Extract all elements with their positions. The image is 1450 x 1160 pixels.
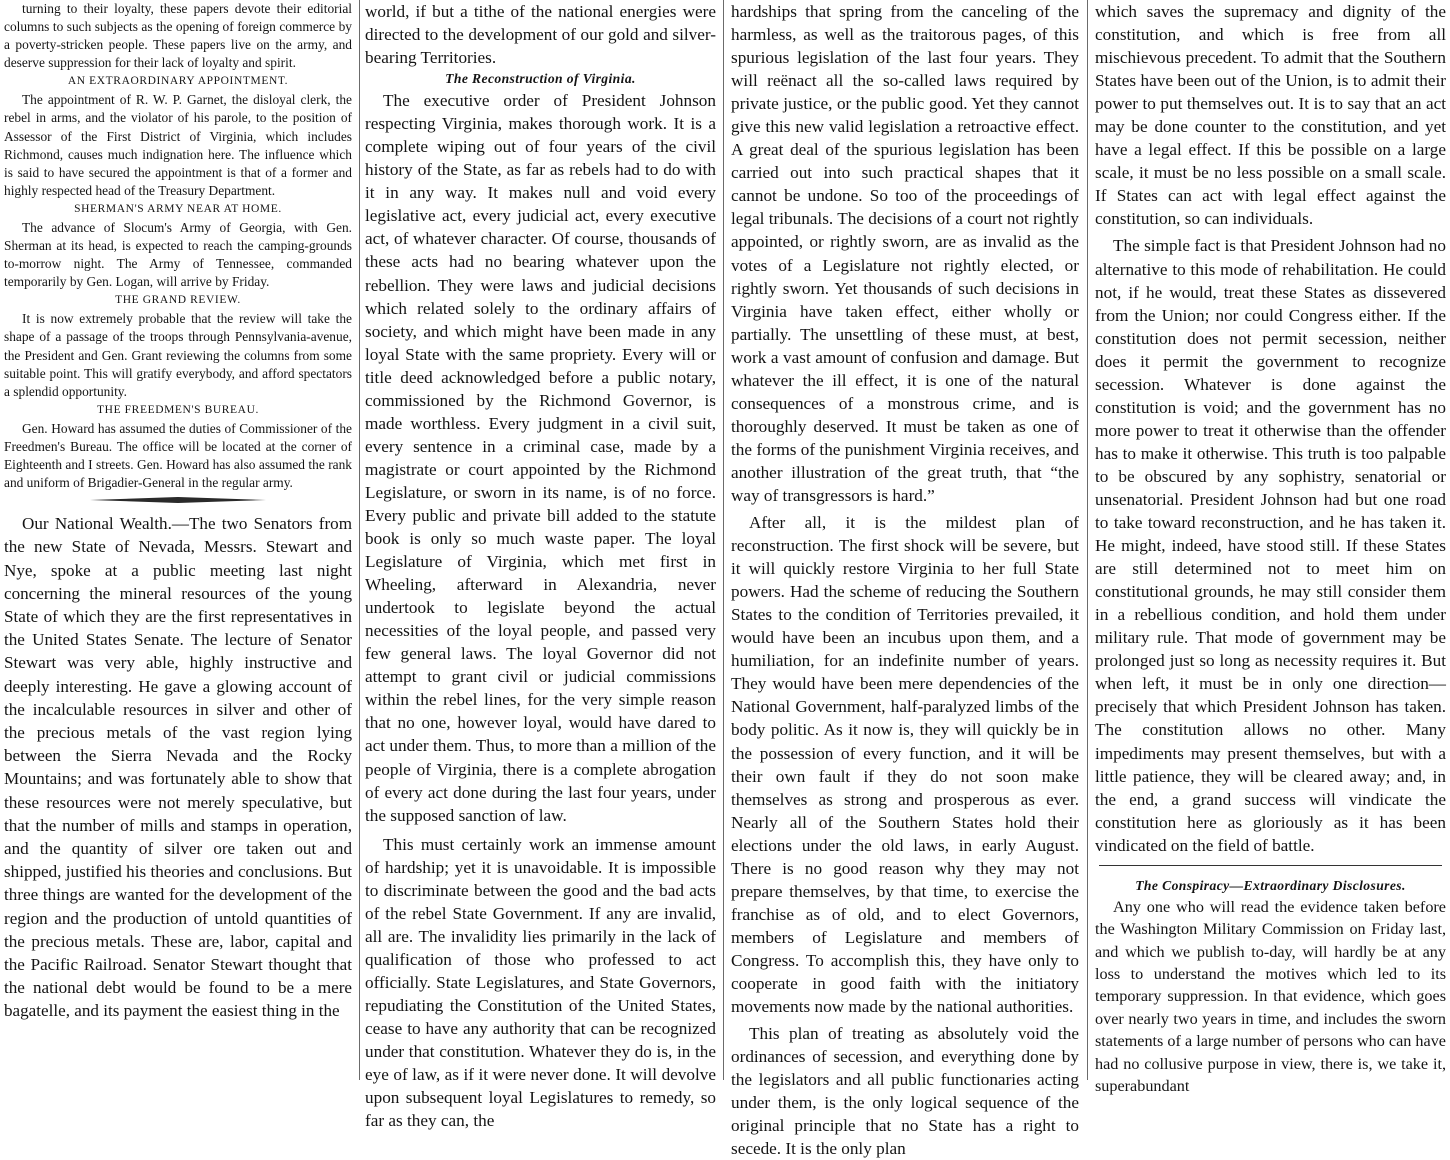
subhead-freedmens-bureau: THE FREEDMEN'S BUREAU. [97,403,259,416]
continued-paragraph: world, if but a tithe of the national energies were directed to the development of our gold and silver-bearing Territories. [365,2,716,68]
column-rule [359,0,360,1080]
column-4 [1093,0,1448,1095]
reconstruction-paragraph-4: After all, it is the mildest plan of reconstruction. The first shock will be severe, but it will quickly restore Virginia to her full State powers. Had the scheme of reducing the Southern States to the condition of Territories prevailed, it would have been an incubus upon them, and a humiliation, for an indefinite number of years. They would have been mere dependencies of the National Government, half-paralyzed limbs of the body politic. As it now is, they will quickly be in the possession of every function, and it will be their own fault if they do not soon make themselves as strong and prosperous as ever. Nearly all of the Southern States hold their elections under the old laws, in early August. There is no good reason why they may not prepare themselves, by that time, to exercise the franchise as of old, and to elect Governors, members of Legislature and members of Congress. To accomplish this, they have only to cooperate in good faith with the initiatory movements now made by the national authorities. [731,513,1079,1017]
freedmens-bureau-paragraph: Gen. Howard has assumed the duties of Commissioner of the Freedmen's Bureau. The office will be located at the corner of Eighteenth and I streets. Gen. Howard has also assumed the rank and uniform of Brigadier-General in the regular army. [4,420,352,491]
conspiracy-paragraph: Any one who will read the evidence taken before the Washington Military Commission on Friday last, and which we publish to-day, will hardly be at any loss to understand the motives which led to its temporary suppression. In that evidence, which goes over nearly two years in time, and includes the sworn statements of a large number of persons who can have had no collusive purpose in view, there is, we take it, superabundant [1095,897,1446,1095]
intro-paragraph: turning to their loyalty, these papers devote their editorial columns to such subjects as the opening of foreign commerce by a poverty-stricken people. These papers live on the army, and deserve suppression for their lack of loyalty and spirit. [4,1,352,71]
ornamental-divider [90,496,266,504]
article-divider [1099,865,1442,866]
subhead-extraordinary-appointment: AN EXTRAORDINARY APPOINTMENT. [67,75,289,88]
article-title-reconstruction: The Reconstruction of Virginia. [445,71,636,87]
column-rule [1087,0,1088,1080]
subhead-shermans-army: SHERMAN'S ARMY NEAR AT HOME. [74,202,282,215]
article-title-conspiracy: The Conspiracy—Extraordinary Disclosures. [1135,877,1406,893]
reconstruction-paragraph-5: This plan of treating as absolutely void the ordinances of secession, and everything done by the legislators and all public functionaries acting under them, is the only logical sequence of the original principle that no State has a right to secede. It is the only plan [731,1024,1079,1159]
reconstruction-paragraph-1: The executive order of President Johnson respecting Virginia, makes thorough work. It is a complete wiping out of four years of the civil history of the State, as far as rebels had to do with it in any way. It makes null and void every legislative act, every judicial act, every executive act, of whatever character. Of course, thousands of these acts had no bearing whatever upon the rebellion. They were laws and judicial decisions which related solely to the ordinary affairs of society, and which might have been made in any loyal State with the same propriety. Every will or title deed acknowledged before a public notary, commissioned by the Richmond Governor, is made worthless. Every judgment in a civil suit, every sentence in a criminal case, made by a magistrate or court appointed by the Richmond Legislature, or sworn in its name, is of no force. Every public and private bill added to the statute book is only so much waste paper. The loyal Legislature of Virginia, which met first in Wheeling, afterward in Alexandria, never undertook to legislate beyond the actual necessities of the loyal people, and passed very few general laws. The loyal Governor did not attempt to grant civil or judicial commissions within the rebel lines, for the very simple reason that no one, however loyal, would have dared to act under them. Thus, to more than a million of the people of Virginia, there is a complete abrogation of every act done during the last four years, under the supposed sanction of law. [365,91,716,825]
reconstruction-paragraph-3: hardships that spring from the canceling of the harmless, as well as the traitorous pages, of this spurious legislation of the last four years. They will reënact all the so-called laws required by private justice, or the public good. Yet they cannot give this new valid legislation a retroactive effect. A great deal of the spurious legislation has been carried out into such practical shapes that it cannot be undone. So too of the proceedings of legal tribunals. The decisions of a court not rightly appointed, or rightly sworn, are as invalid as the votes of a Legislature not rightly elected, or rightly sworn. Yet thousands of such decisions in Virginia have taken effect, either wholly or partially. The unsettling of these must, at best, work a vast amount of confusion and damage. But whatever the ill effect, it is one of the natural consequences of a monstrous crime, and is thoroughly deserved. It must be taken as one of the forms of the punishment Virginia receives, and another illustration of the great truth, that “the way of transgressors is hard.” [731,2,1079,505]
column-rule [723,0,724,1080]
national-wealth-paragraph: Our National Wealth.—The two Senators from the new State of Nevada, Messrs. Stewart and Nye, spoke at a public meeting last night concerning the mineral resources of the young State of which they are the first representatives in the United States Senate. The lecture of Senator Stewart was very able, highly instructive and deeply interesting. He gave a glowing account of the incalculable resources in silver and other of the precious metals of the vast region lying between the Sierra Nevada and the Rocky Mountains; and was fortunately able to show that these resources were not merely speculative, but that the number of mills and stamps in operation, and the quantity of silver ore taken out and shipped, justified his theories and conclusions. But three things are wanted for the development of the region and the production of untold quantities of the precious metals. These are, labor, capital and the Pacific Railroad. Senator Stewart thought that the national debt would be found to be a mere bagatelle, and its payment the easiest thing in the [4,514,352,1021]
column-3 [729,0,1081,1159]
shermans-army-paragraph: The advance of Slocum's Army of Georgia, with Gen. Sherman at its head, is expected to reach the camping-grounds to-morrow night. The Army of Tennessee, commanded temporarily by Gen. Logan, will arrive by Friday. [4,219,352,290]
reconstruction-paragraph-7: The simple fact is that President Johnson had no alternative to this mode of rehabilitation. He could not, if he would, treat these States as dissevered from the Union; nor could Congress either. If the constitution does not permit secession, neither does it permit the government to recognize secession. Whatever is done against the constitution is void; and the government has no more power to treat it otherwise than the offender has to make it otherwise. This truth is too palpable to be obscured by any sophistry, senatorial or unsenatorial. President Johnson had but one road to take toward reconstruction, and he has taken it. He might, indeed, have stood still. If these States are still determined not to meet him on constitutional grounds, he may still consider them in a rebellious condition, and hold them under military rule. That mode of government may be prolonged just so long as necessity requires it. But when left, it must be in only one direction—precisely that which President Johnson has taken. The constitution allows no other. Many impediments may present themselves, but with a little patience, they will be cleared away; and, in the end, a grand success will vindicate the constitution here as gloriously as it has been vindicated on the field of battle. [1095,236,1446,855]
grand-review-paragraph: It is now extremely probable that the review will take the shape of a passage of the troops through Pennsylvania-avenue, the President and Gen. Grant reviewing the columns from some suitable point. This will gratify everybody, and afford spectators a splendid opportunity. [4,311,352,399]
reconstruction-paragraph-2: This must certainly work an immense amount of hardship; yet it is unavoidable. It is impossible to discriminate between the good and the bad acts of the rebel State Government. If any are invalid, all are. The invalidity lies primarily in the lack of qualification of those who professed to act officially. State Legislatures, and State Governors, repudiating the Constitution of the United States, cease to have any authority that can be recognized under that constitution. Whatever they do is, in the eye of law, as if it were never done. It will devolve upon subsequent loyal Legislatures to remedy, so far as they can, the [365,834,716,1131]
reconstruction-paragraph-6: which saves the supremacy and dignity of the constitution, and which is free from all mischievous precedent. To admit that the Southern States have been out of the Union, is to admit their power to put themselves out. It is to say that an act may be done counter to the constitution, and yet have a legal effect. If this be possible on a large scale, it must be no less possible on a small scale. If States can act with legal effect against the constitution, so can individuals. [1095,2,1446,229]
subhead-grand-review: THE GRAND REVIEW. [115,294,241,307]
column-1 [4,0,356,1080]
column-2 [363,0,718,1131]
appointment-paragraph: The appointment of R. W. P. Garnet, the disloyal clerk, the rebel in arms, and the violator of his parole, to the position of Assessor of the First District of Virginia, which includes Richmond, causes much indignation here. The influence which is said to have secured the appointment is that of a former and highly respected head of the Treasury Department. [4,92,352,198]
